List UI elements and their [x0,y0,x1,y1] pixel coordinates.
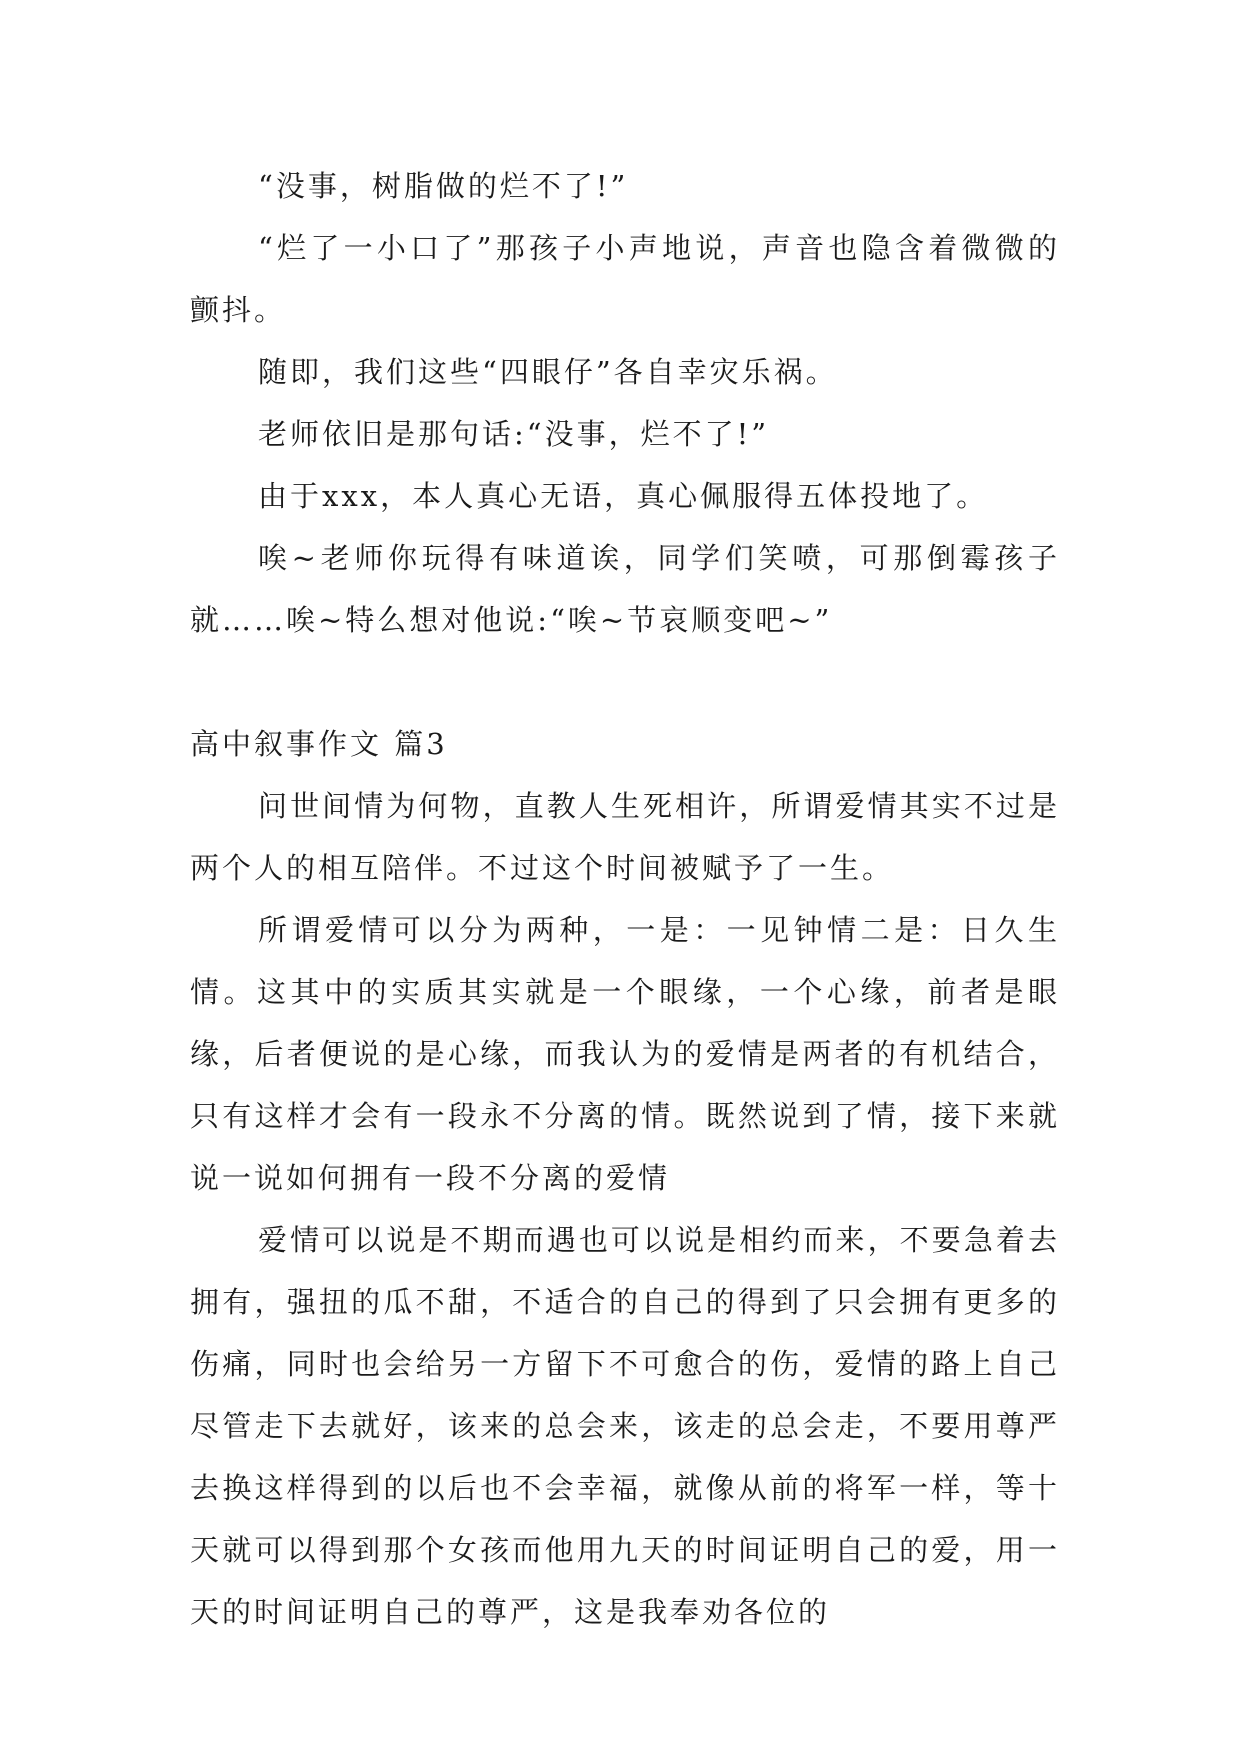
paragraph: 爱情可以说是不期而遇也可以说是相约而来，不要急着去拥有，强扭的瓜不甜，不适合的自己的得到了只会拥有更多的伤痛，同时也会给另一方留下不可愈合的伤，爱情的路上自己尽管走下去就好，该来的总会来，该走的总会走，不要用尊严去换这样得到的以后也不会幸福，就像从前的将军一样，等十天就可以得到那个女孩而他用九天的时间证明自己的爱，用一天的时间证明自己的尊严，这是我奉劝各位的 [190,1223,1060,1629]
paragraph: “烂了一小口了”那孩子小声地说，声音也隐含着微微的颤抖。 [190,231,1060,327]
paragraph: 随即，我们这些“四眼仔”各自幸灾乐祸。 [258,355,838,389]
paragraph: “没事，树脂做的烂不了!” [258,169,629,203]
paragraph: 由于xxx，本人真心无语，真心佩服得五体投地了。 [258,479,989,513]
paragraph: 所谓爱情可以分为两种，一是：一见钟情二是：日久生情。这其中的实质其实就是一个眼缘，一个心缘，前者是眼缘，后者便说的是心缘，而我认为的爱情是两者的有机结合，只有这样才会有一段永不分离的情。既然说到了情，接下来就说一说如何拥有一段不分离的爱情 [190,913,1060,1195]
paragraph: 唉~老师你玩得有味道诶，同学们笑喷，可那倒霉孩子就……唉~特么想对他说:“唉~节哀顺变吧~” [190,541,1060,637]
paragraph: 老师依旧是那句话:“没事，烂不了!” [258,417,770,451]
section-heading: 高中叙事作文 篇3 [190,727,448,761]
paragraph: 问世间情为何物，直教人生死相许，所谓爱情其实不过是两个人的相互陪伴。不过这个时间被赋予了一生。 [190,789,1060,885]
document-page [190,155,1060,1643]
